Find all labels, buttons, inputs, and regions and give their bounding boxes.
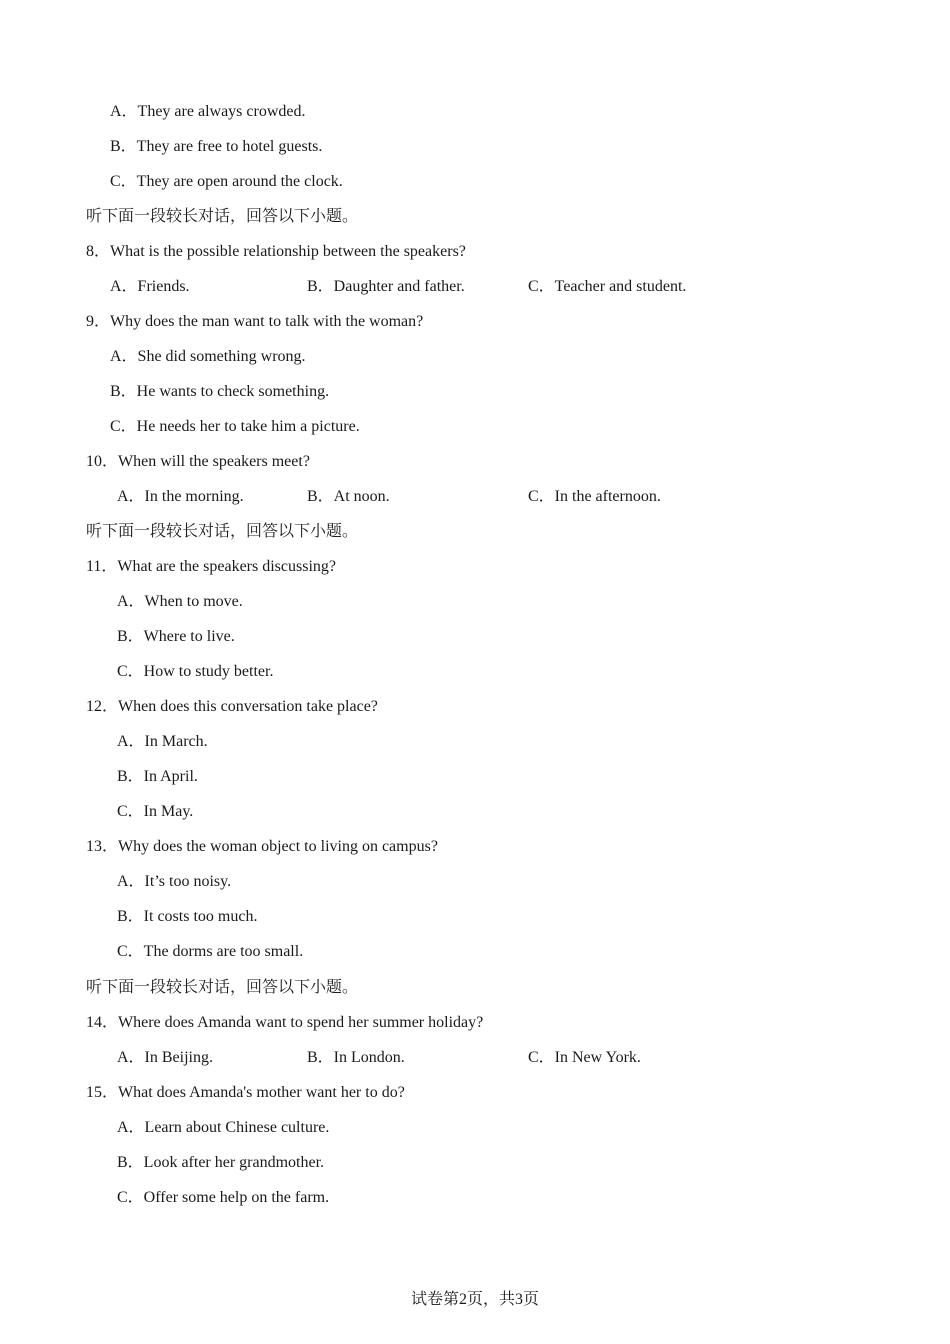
section-instruction: 听下面一段较长对话，回答以下小题。	[86, 208, 359, 225]
q7-option-b: B．They are free to hotel guests.	[110, 138, 323, 155]
q15-option-a: A．Learn about Chinese culture.	[117, 1119, 330, 1136]
q7-option-a: A．They are always crowded.	[110, 103, 306, 120]
q12-option-c: C．In May.	[117, 803, 194, 820]
q12-option-a: A．In March.	[117, 733, 208, 750]
q8-question: 8．What is the possible relationship between the speakers?	[86, 243, 466, 260]
q8-option-c: C．Teacher and student.	[528, 278, 687, 295]
q9-option-c: C．He needs her to take him a picture.	[110, 418, 360, 435]
q15-question: 15．What does Amanda's mother want her to do?	[86, 1084, 405, 1101]
q8-option-b: B．Daughter and father.	[307, 278, 465, 295]
q8-option-a: A．Friends.	[110, 278, 190, 295]
q15-option-b: B．Look after her grandmother.	[117, 1154, 325, 1171]
q13-question: 13．Why does the woman object to living on campus?	[86, 838, 438, 855]
q14-option-b: B．In London.	[307, 1049, 405, 1066]
q10-option-c: C．In the afternoon.	[528, 488, 661, 505]
q13-option-b: B．It costs too much.	[117, 908, 258, 925]
q14-option-c: C．In New York.	[528, 1049, 641, 1066]
section-instruction: 听下面一段较长对话，回答以下小题。	[86, 979, 359, 996]
q10-option-a: A．In the morning.	[117, 488, 244, 505]
q10-option-b: B．At noon.	[307, 488, 390, 505]
q14-question: 14．Where does Amanda want to spend her summer holiday?	[86, 1014, 484, 1031]
q13-option-a: A．It’s too noisy.	[117, 873, 232, 890]
q12-question: 12．When does this conversation take place?	[86, 698, 378, 715]
q14-option-a: A．In Beijing.	[117, 1049, 213, 1066]
section-instruction: 听下面一段较长对话，回答以下小题。	[86, 523, 359, 540]
page-footer: 试卷第2页，共3页	[410, 1291, 539, 1308]
q9-question: 9．Why does the man want to talk with the woman?	[86, 313, 424, 330]
q11-option-a: A．When to move.	[117, 593, 243, 610]
q13-option-c: C．The dorms are too small.	[117, 943, 304, 960]
q11-option-c: C．How to study better.	[117, 663, 274, 680]
q9-option-a: A．She did something wrong.	[110, 348, 306, 365]
q9-option-b: B．He wants to check something.	[110, 383, 330, 400]
q11-question: 11．What are the speakers discussing?	[86, 558, 336, 575]
q15-option-c: C．Offer some help on the farm.	[117, 1189, 330, 1206]
q11-option-b: B．Where to live.	[117, 628, 235, 645]
q10-question: 10．When will the speakers meet?	[86, 453, 310, 470]
q12-option-b: B．In April.	[117, 768, 198, 785]
q7-option-c: C．They are open around the clock.	[110, 173, 343, 190]
